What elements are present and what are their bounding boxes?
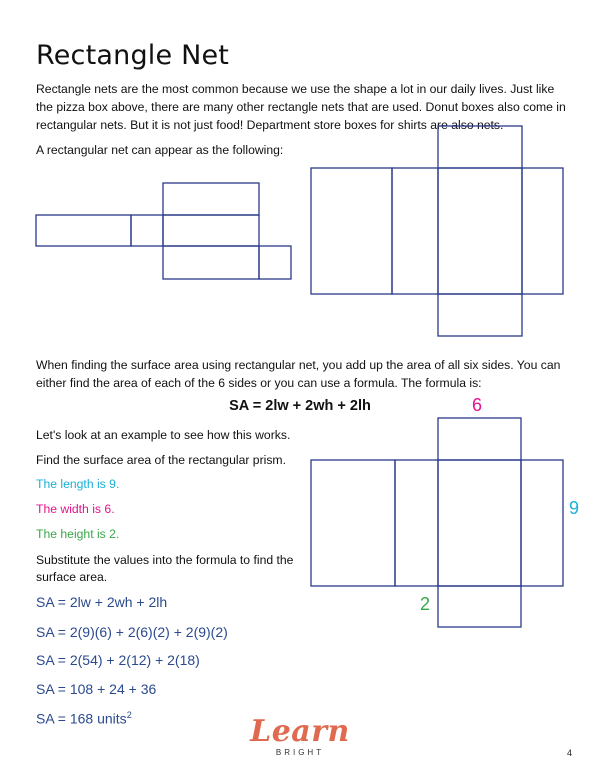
surface-paragraph: When finding the surface area using rectangular net, you add up the area of all six sides. You can either find the area of each of the 6 sides or you can use a formula. The formula is:: [36, 358, 561, 390]
length-text: The length is 9.: [36, 477, 120, 491]
net-face-bottom: [438, 586, 521, 627]
appear-text: A rectangular net can appear as the following:: [36, 143, 284, 157]
substitute-text: Substitute the values into the formula to find the surface area.: [36, 553, 294, 584]
example-task: Find the surface area of the rectangular prism.: [36, 453, 286, 467]
net-face-right: [521, 460, 563, 586]
final-step-superscript: 2: [126, 710, 132, 720]
net-face-front: [438, 460, 521, 586]
calc-step: SA = 2(54) + 2(12) + 2(18): [36, 652, 200, 668]
net-label-width: 6: [472, 395, 483, 415]
net-face-front: [438, 168, 522, 294]
logo-sub-text: BRIGHT: [275, 748, 325, 757]
net-label-height: 2: [420, 594, 431, 614]
net-face-front: [163, 215, 259, 246]
net-face-top: [163, 183, 259, 215]
calc-step: SA = 2(9)(6) + 2(6)(2) + 2(9)(2): [36, 624, 228, 640]
width-text: The width is 6.: [36, 502, 115, 516]
net-label-length: 9: [569, 498, 580, 518]
height-text: The height is 2.: [36, 527, 120, 541]
net-face-left: [311, 460, 395, 586]
net-face-bottom: [163, 246, 259, 279]
calc-step: SA = 2lw + 2wh + 2lh: [36, 594, 168, 610]
example-rectangle-net: [311, 418, 563, 627]
net-face-left: [311, 168, 392, 294]
example-intro: Let's look at an example to see how this works.: [36, 428, 291, 442]
net-face-side: [395, 460, 438, 586]
net-face-side: [131, 215, 163, 246]
learn-bright-logo: [0, 716, 600, 757]
net-face-flap: [259, 246, 291, 279]
net-face-left: [36, 215, 131, 246]
large-rectangle-net: [311, 126, 563, 336]
page-number: 4: [566, 748, 572, 758]
net-face-top: [438, 126, 522, 168]
logo-main-text: Learn: [250, 714, 350, 749]
net-face-right: [522, 168, 563, 294]
page-title: Rectangle Net: [36, 40, 230, 71]
net-face-top: [438, 418, 521, 460]
formula: SA = 2lw + 2wh + 2lh: [229, 398, 371, 414]
net-face-bottom: [438, 294, 522, 336]
final-step-text: SA = 168 units: [36, 710, 127, 727]
small-rectangle-net: [36, 183, 291, 279]
net-face-side: [392, 168, 438, 294]
intro-paragraph: Rectangle nets are the most common because we use the shape a lot in our daily lives. Just like the pizza box above, there are many other rectangle nets that are used. Donut boxes also come in rectangular nets. But it is not just food! Department store boxes for shirts are also nets.: [36, 82, 566, 132]
calc-step: SA = 108 + 24 + 36: [36, 681, 157, 697]
